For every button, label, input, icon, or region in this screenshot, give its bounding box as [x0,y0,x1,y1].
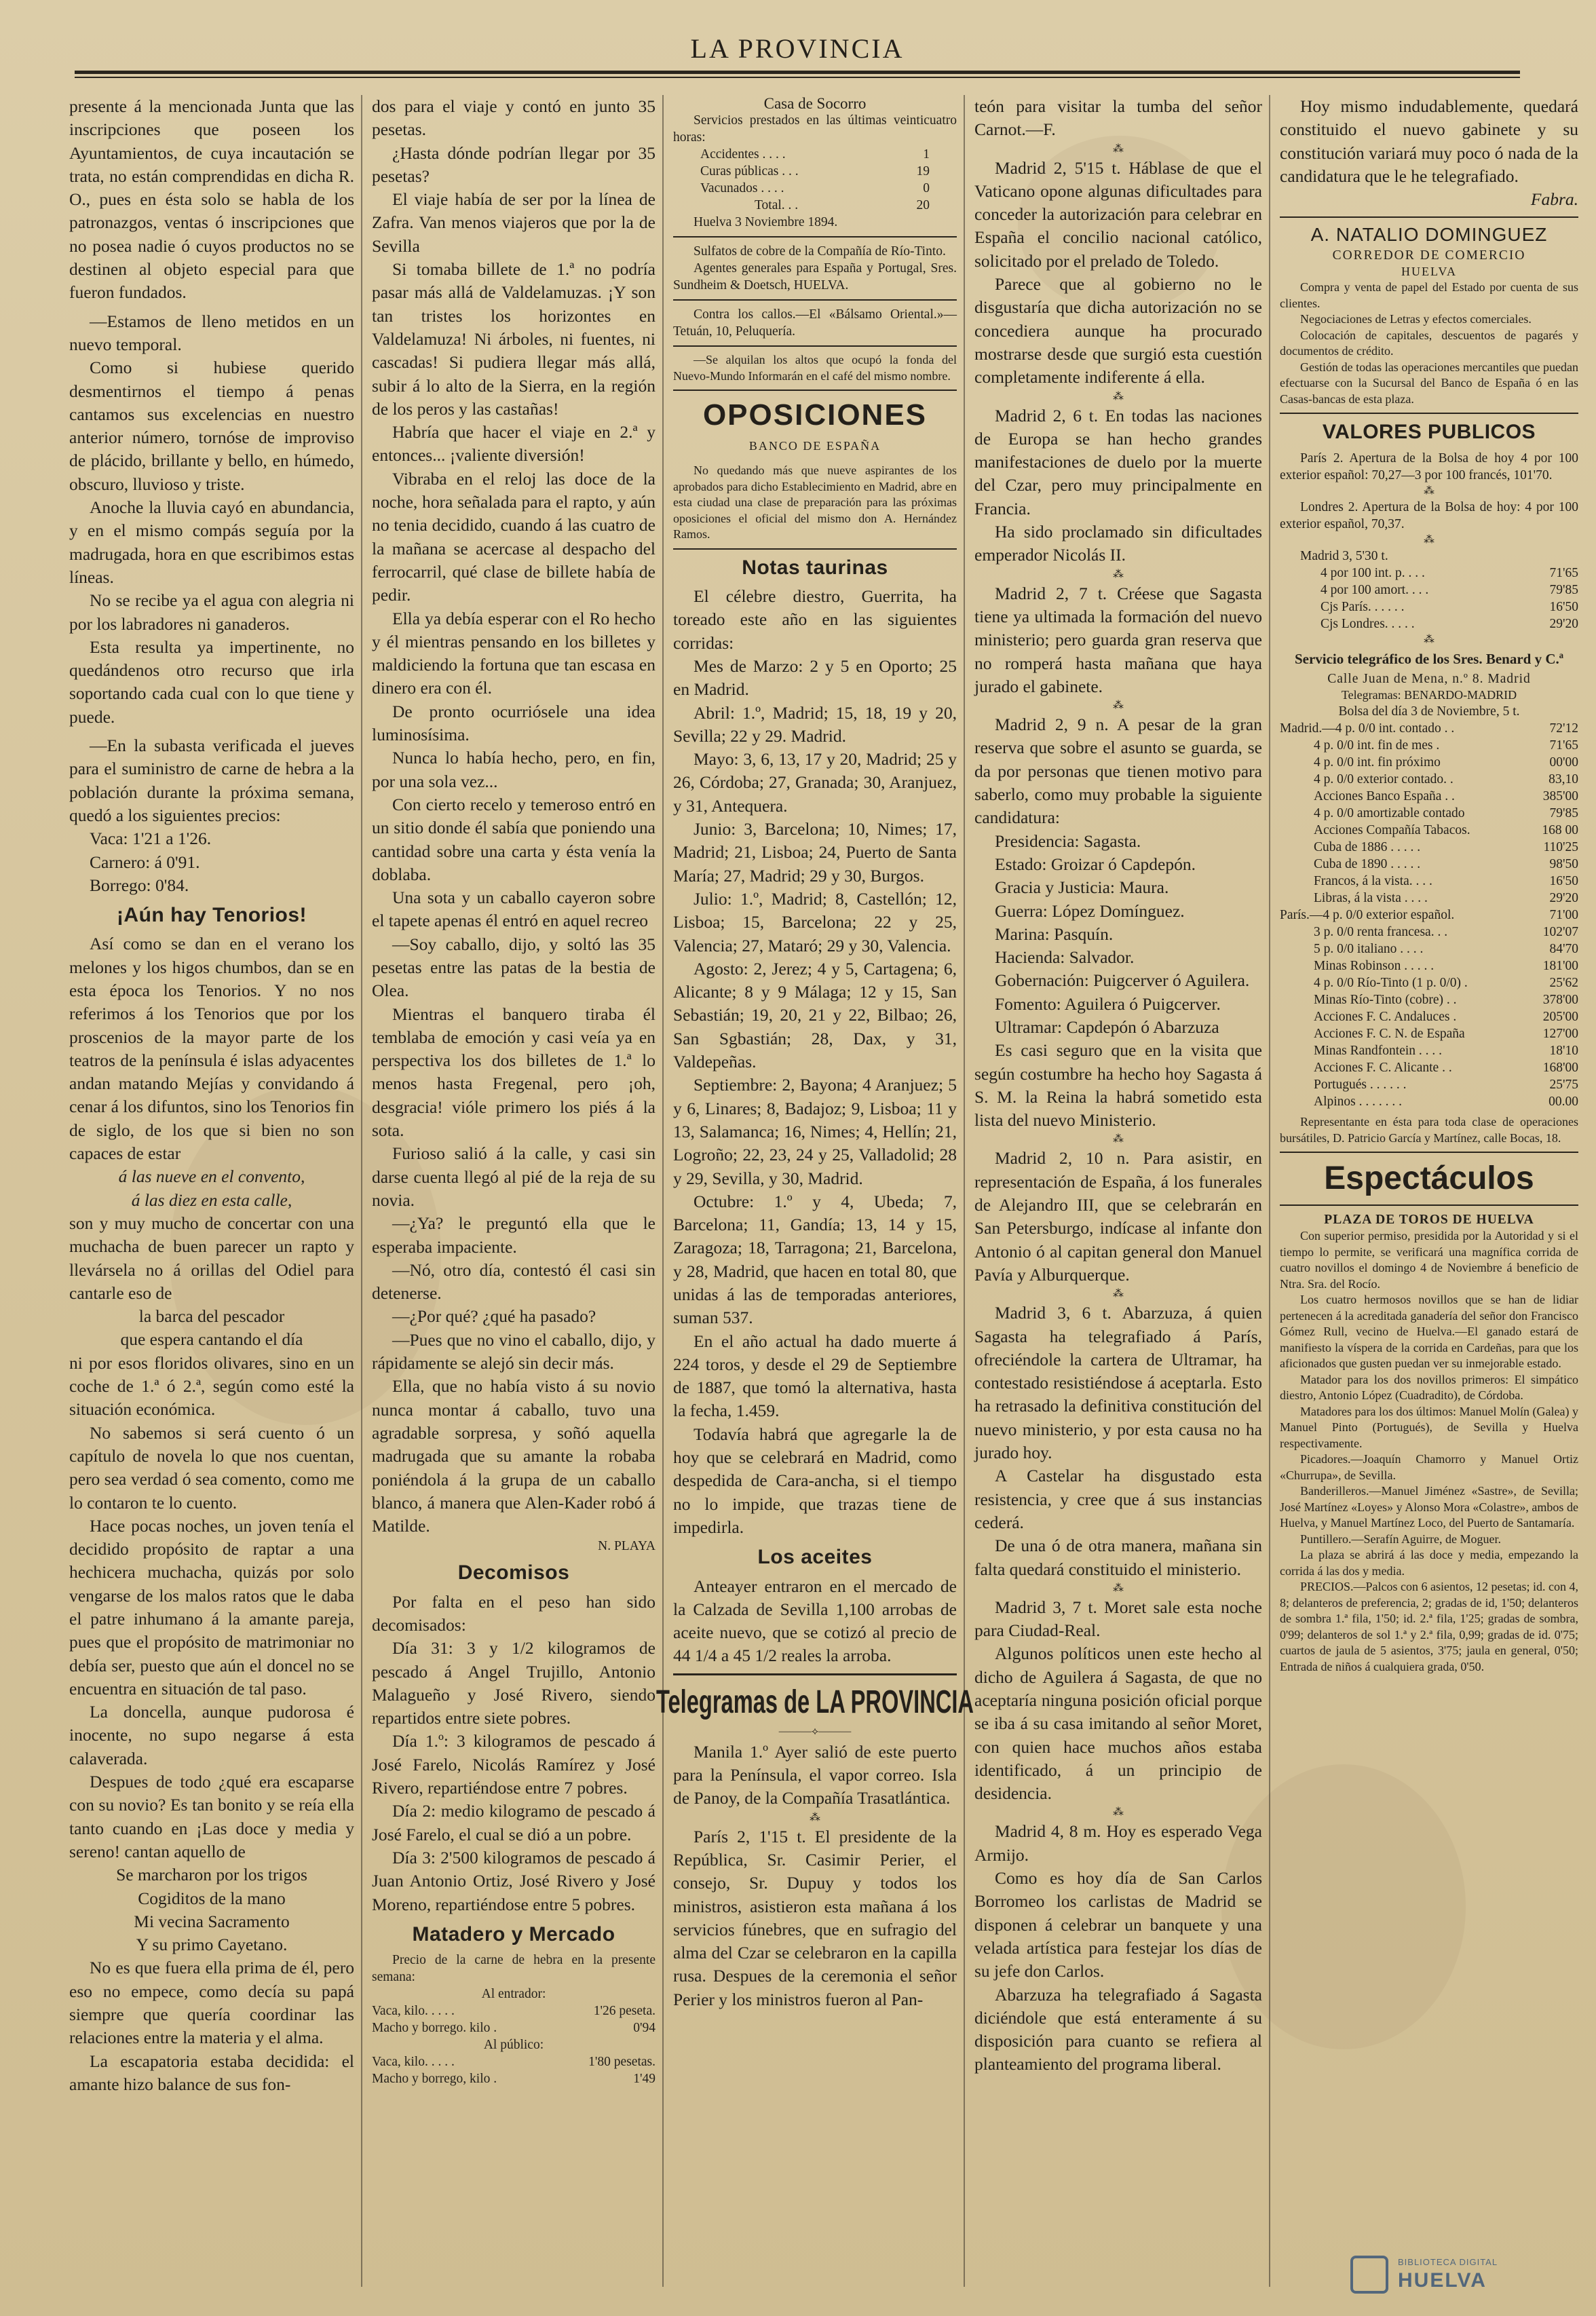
article-text: —Pues que no vino el caballo, dijo, y rápidamente se alejó sin decir más. [372,1329,656,1373]
article-text: Madrid 3, 7 t. Moret sale esta noche para Ciudad-Real. [974,1597,1262,1641]
stock-label: 3 p. 0/0 renta francesa. . . [1314,925,1448,940]
article-text: Madrid 4, 8 m. Hoy es esperado Vega Armijo. [974,1821,1262,1865]
column-separator [964,95,965,2287]
article-text: Hace pocas noches, un joven tenía el decidido propósito de raptar a una hechicera muchacha, quizás por solo vengarse de los malos ratos que le daba el patre inhumano á la amante pareja, pues que el propósito de matrimoniar no debía ser, puesto que aún el doncel no se encuentra en situación de tal paso. [69,1515,354,1698]
stock-row [1280,720,1578,737]
stock-value: 71'65 [1549,738,1578,753]
stock-value: 168'00 [1542,1061,1578,1076]
article-text: presente á la mencionada Junta que las inscripciones que poseen los Ayuntamientos, de cuya incautación se trata, no están comprendidas en dicha R. O., pues en ésta solo se habla de los patronazgos, ventas ó inscripciones que no posea nadie ó cuyos productos no se destinen al objeto especial para que fueron fundados. [69,96,354,303]
verse-line: Y su primo Cayetano. [136,1935,288,1955]
section-heading: VALORES PUBLICOS [1322,421,1536,444]
section-heading: PLAZA DE TOROS DE HUELVA [1324,1213,1534,1228]
stock-row [1280,737,1578,754]
quote-row: 4 por 100 int. p. . . . 71'65 [1320,565,1578,580]
article-text: Ha sido proclamado sin dificultades emperador Nicolás II. [974,522,1262,565]
stat-row: Accidentes . . . . 1 [700,147,930,162]
stock-label: Acciones F. C. Andaluces . [1314,1010,1457,1025]
list-item: Gracia y Justicia: Maura. [995,877,1169,898]
article-text: Mientras el banquero tiraba él temblaba de emoción y casi veía ya en perspectiva los dos billetes de 1.ª lo menos hasta Fregenal, pero ¡oh, desgracia! vióle primero los piés á la sota. [372,1004,656,1141]
article-text: Día 1.º: 3 kilogramos de pescado á José Farelo, Nicolás Ramírez y José Rivero, repartiéndose entre 7 pobres. [372,1731,656,1798]
stock-row [1280,856,1578,873]
stock-value: 71'00 [1549,908,1578,923]
verse-line: á las nueve en el convento, [118,1166,305,1187]
stock-row [1280,974,1578,991]
article-text: Día 2: medio kilogramo de pescado á José Farelo, el cual se dió a un pobre. [372,1801,656,1844]
article-text: No es que fuera ella prima de él, pero eso no empece, como decía su papá siempre que quería coordinar las relaciones entre la materia y el alma. [69,1958,354,2048]
article-text: Mes de Marzo: 2 y 5 en Oporto; 25 en Madrid. [673,656,957,700]
advert-subheadline: Telegramas: BENARDO-MADRID [1341,687,1517,702]
article-text: Ella ya debía esperar con el Ro hecho y él mientras pensando en los billetes y maldiciendo la fortuna que tan escasa en dinero era con él. [372,608,656,698]
article-text: Picadores.—Joaquín Chamorro y Manuel Ortiz «Churrupa», de Sevilla. [1280,1452,1578,1482]
article-text: Madrid 2, 9 n. A pesar de la gran reserva que sobre el asunto se guarda, se da por personas que tienen motivo para saberlo, como muy probable la siguiente candidatura: [974,715,1262,828]
verse-line: la barca del pescador [138,1306,285,1327]
article-text: Vibraba en el reloj las doce de la noche, hora señalada para el rapto, y aún no tenia decidido, cuando á las cuatro de la mañana se acercase al despacho del ferrocarril, qué clase de billete había de pedir. [372,468,656,605]
stock-row [1280,1059,1578,1076]
advert-text: Representante en ésta para toda clase de operaciones bursátiles, D. Patricio García y Martínez, calle Bocas, 18. [1280,1115,1578,1145]
article-text: Hoy mismo indudablemente, quedará constituido el nuevo gabinete y su constitución variará muy poco ó nada de la candidatura que le he telegrafiado. [1280,96,1578,186]
quote-row: 4 por 100 amort. . . . 79'85 [1320,582,1578,597]
article-text: La plaza se abrirá á las doce y media, empezando la corrida á las dos y media. [1280,1548,1578,1578]
stock-label: Madrid.—4 p. 0/0 int. contado . . [1280,721,1455,736]
divider [1280,413,1578,414]
price-line: Carnero: á 0'91. [90,852,200,872]
verse-line: que espera cantando el día [120,1329,303,1350]
stock-value: 25'75 [1549,1078,1578,1093]
stock-row [1280,907,1578,924]
article-text: En el año actual ha dado muerte á 224 toros, y desde el 29 de Septiembre de 1887, que tomó la alternativa, hasta la fecha, 1.459. [673,1331,957,1421]
stock-label: 4 p. 0/0 exterior contado. . [1314,772,1454,787]
article-text: Abarzuza ha telegrafiado á Sagasta diciéndole que está enteramente á su disposición para cuanto se refiera al planteamiento del programa liberal. [974,1984,1262,2074]
article-text: Parece que al gobierno no le disgustaría que dicha autorización no se concediera aunque ha procurado mostrarse desde que surgió esta cuestión completamente indiferente á ella. [974,274,1262,387]
article-text: Todavía habrá que agregarle la de hoy que se celebrará en Madrid, como despedida de Cara-ancha, si el tiempo no lo impide, que trazas tiene de impedirla. [673,1424,957,1537]
divider [673,548,957,550]
list-item: Ultramar: Capdepón ó Abarzuza [995,1017,1219,1037]
stock-value: 98'50 [1549,857,1578,872]
stock-value: 72'12 [1549,721,1578,736]
article-text: —Nó, otro día, contestó él casi sin detenerse. [372,1259,656,1304]
article-text: Si tomaba billete de 1.ª no podría pasar más allá de Valdelamuzas. ¡Y son tan tristes los horizontes en Valdelamuza! Ni árboles, ni fuentes, ni cascadas! Si pudiera llegar más allá, subir á lo alto de la Sierra, en la región de los peros y las castañas! [372,259,656,419]
column-4 [974,95,1262,2287]
column-1 [69,95,354,2287]
subheading: Al público: [483,2038,544,2053]
stock-value: 00.00 [1548,1095,1578,1109]
article-text: El célebre diestro, Guerrita, ha toreado este año en las siguientes corridas: [673,586,957,653]
article-text: La doncella, aunque pudorosa é inocente, no supo negarse á esta calaverada. [69,1702,354,1768]
stock-label: Acciones F. C. Alicante . . [1314,1061,1452,1076]
separator-stars: ⁂ [1424,533,1434,546]
stock-value: 378'00 [1542,993,1578,1008]
divider [673,1673,957,1675]
stock-value: 18'10 [1549,1044,1578,1059]
advert-subheadline: CORREDOR DE COMERCIO [1332,248,1526,263]
divider [673,236,957,238]
stock-label: Francos, á la vista. . . . [1314,874,1432,889]
advert-text: Gestión de todas las operaciones mercantiles que puedan efectuarse con la Sucursal del Banco de España ó en las Casas-bancas de esta plaza. [1280,360,1578,406]
stock-label: 4 p. 0/0 Río-Tinto (1 p. 0/0) . [1314,976,1468,991]
stock-value: 29'20 [1549,891,1578,906]
advert-subheadline: BANCO DE ESPAÑA [748,439,881,453]
article-text: ¿Hasta dónde podrían llegar por 35 pesetas? [372,143,656,186]
stock-value: 181'00 [1542,959,1578,974]
separator-stars: ⁂ [1113,143,1124,155]
article-text: El viaje había de ser por la línea de Zafra. Van menos viajeros que por la de Sevilla [372,189,656,256]
article-text: —¿Por qué? ¿qué ha pasado? [392,1306,596,1327]
stock-row [1280,1042,1578,1059]
section-headline: Espectáculos [1324,1160,1534,1197]
masthead-title: LA PROVINCIA [690,33,905,64]
section-heading: Decomisos [457,1561,570,1584]
article-text: dos para el viaje y contó en junto 35 pesetas. [372,96,656,140]
stock-label: Cuba de 1886 . . . . . [1314,840,1421,855]
advert-subheadline: HUELVA [1401,264,1457,278]
separator-stars: ⁂ [1113,390,1124,402]
article-text: Como si hubiese querido desmentirnos el tiempo á penas cantamos sus excelencias en nuestro anterior número, tornóse de improviso de plácido, brillante y bello, en húmedo, obscuro, lluvioso y triste. [69,358,354,494]
advert-text: Negociaciones de Letras y efectos comerciales. [1300,312,1532,326]
article-text: teón para visitar la tumba del señor Carnot.—F. [974,96,1262,140]
stat-row: Curas públicas . . . 19 [700,164,930,178]
article-text: No se recibe ya el agua con alegria ni por los labradores ni ganaderos. [69,590,354,634]
stock-value: 16'50 [1549,874,1578,889]
divider [1280,1152,1578,1153]
stock-row [1280,839,1578,856]
section-heading: ¡Aún hay Tenorios! [116,904,307,927]
article-text: Es casi seguro que en la visita que según costumbre ha hecho hoy Sagasta á S. M. la Reina la habrá sometido esta lista del nuevo Ministerio. [974,1040,1262,1131]
stock-row [1280,1076,1578,1093]
column-3 [656,95,974,2287]
separator-stars: ⁂ [1113,1133,1124,1145]
divider [673,299,957,301]
price-row: Macho y borrego. kilo . 0'94 [372,2021,656,2036]
column-separator [361,95,362,2287]
article-text: Banderilleros.—Manuel Jiménez «Sastre», de Sevilla; José Martínez «Loyes» y Alonso Mora «Colastre», ambos de Huelva, y Manuel Martínez Loco, del Puerto de Santamaría. [1280,1484,1578,1530]
stock-row [1280,890,1578,907]
article-text: Madrid 2, 7 t. Créese que Sagasta tiene ya ultimada la formación del nuevo ministerio; pero guarda gran reserva que no romperá hasta mañana que haya jurado el gabinete. [974,583,1262,696]
dateline: Huelva 3 Noviembre 1894. [694,215,838,229]
article-text: Matador para los dos novillos primeros: El simpático diestro, Antonio López (Cuadradito), de Córdoba. [1280,1372,1578,1403]
article-text: Mayo: 3, 6, 13, 17 y 20, Madrid; 25 y 26, Córdoba; 27, Granada; 30, Aranjuez, y 31, Antequera. [673,749,957,816]
stock-value: 127'00 [1542,1027,1578,1042]
article-text: Junio: 3, Barcelona; 10, Nimes; 17, Madrid; 21, Lisboa; 24, Puerto de Santa María; 27, Madrid; 29 y 30, Burgos. [673,819,957,886]
verse-line: Mi vecina Sacramento [134,1911,290,1931]
stock-row [1280,805,1578,822]
article-text: ni por esos floridos olivares, sino en un coche de 1.ª ó 2.ª, según como esté la situación económica. [69,1352,354,1420]
article-text: La escapatoria estaba decidida: el amante hizo balance de sus fon- [69,2051,354,2094]
price-row: Macho y borrego, kilo . 1'49 [372,2072,656,2087]
article-text: Londres 2. Apertura de la Bolsa de hoy: 4 por 100 exterior español, 70,37. [1280,499,1578,531]
stock-value: 168 00 [1542,823,1578,838]
advert-text: No quedando más que nueve aspirantes de los aprobados para dicho Establecimiento en Madrid, abre en esta ciudad una clase de preparación para las próximas oposiciones el oficial del mismo don A. Hernández Ramos. [673,463,957,542]
verse-line: Se marcharon por los trigos [116,1865,307,1885]
article-text: Octubre: 1.º y 4, Ubeda; 7, Barcelona; 11, Gandía; 13, 14 y 15, Zaragoza; 18, Tarragona; 21, Barcelona, y 28, Madrid, que hacen en total 80, que unidas á las de temporadas anteriores, suman 537. [673,1191,957,1328]
article-text: son y muy mucho de concertar con una muchacha de buen parecer un rapto y llevársela no á orillas del Odiel para cantarle eso de [69,1213,354,1303]
advert-text: Contra los callos.—El «Bálsamo Oriental.»—Tetuán, 10, Peluquería. [673,307,957,339]
section-heading: Casa de Socorro [763,95,867,112]
article-text: Algunos políticos unen este hecho al dicho de Aguilera á Sagasta, de que no aceptaría ninguna posición oficial porque se iba á su casa imitando al señor Moret, con quien hace muchos años estaba identificado, á un principio de desidencia. [974,1644,1262,1804]
stock-label: Acciones Compañía Tabacos. [1314,823,1470,838]
stock-value: 385'00 [1542,789,1578,804]
price-line: Vaca: 1'21 a 1'26. [90,829,212,849]
column-5 [1280,95,1578,2287]
list-item: Gobernación: Puigcerver ó Aguilera. [995,970,1250,991]
stock-row [1280,788,1578,805]
stat-row: Total. . . 20 [755,198,930,212]
stock-value: 83,10 [1548,772,1578,787]
author-signature: Fabra. [1530,189,1578,210]
stock-label: Portugués . . . . . . [1314,1078,1407,1093]
separator-stars: ⁂ [1113,568,1124,580]
separator-stars: ⁂ [810,1811,820,1823]
article-text: Madrid 3, 5'30 t. [1300,548,1388,563]
stock-label: 5 p. 0/0 italiano . . . . [1314,942,1424,957]
article-text: —¿Ya? le preguntó ella que le esperaba impaciente. [372,1213,656,1257]
stock-row [1280,754,1578,771]
stock-row [1280,924,1578,941]
bolsa-title: Bolsa del día 3 de Noviembre, 5 t. [1338,704,1520,719]
article-text: Una sota y un caballo cayeron sobre el tapete apenas él entró en aquel recreo [372,888,656,931]
stock-value: 25'62 [1549,976,1578,991]
stock-label: Alpinos . . . . . . . [1314,1095,1403,1109]
stock-row [1280,822,1578,839]
article-text: —En la subasta verificada el jueves para el suministro de carne de hebra a la población durante la próxima semana, quedó a los siguientes precios: [69,736,354,825]
separator-stars: ⁂ [1113,1288,1124,1300]
article-text: Con superior permiso, presidida por la Autoridad y si el tiempo lo permite, se verificará una magnífica corrida de cuatro novillos el domingo 4 de Noviembre á beneficio de Ntra. Sra. del Rocío. [1280,1229,1578,1291]
library-logo-icon [1350,2256,1388,2294]
article-text: No sabemos si será cuento ó un capítulo de novela lo que nos cuentan, pero sea verdad ó sea comento, como me lo contaron te lo cuento. [69,1422,354,1513]
article-text: Septiembre: 2, Bayona; 4 Aranjuez; 5 y 6, Linares; 8, Badajoz; 9, Lisboa; 11 y 13, Salamanca; 16, Nimes; 4, Hellín; 21, Logroño; 22, 23, 24 y 25, Valladolid; 28 y 29, Sevilla, y 30, Madrid. [673,1075,957,1188]
stock-row [1280,873,1578,890]
advert-headline: OPOSICIONES [702,398,928,432]
article-text: PRECIOS.—Palcos con 6 asientos, 12 pesetas; id. con 4, 8; delanteros de preferencia, 2; gradas de id, 1'50; delanteros de sombra 1.ª fila, 1'50; id. 2.ª fila, 1'25; gradas de sombra, 0'99; delanteros de sol 1.ª y 2.ª fila, 0,99; gradas de id. 0'75; cuartos de jaula de 5 asientos, 3'75; jaula en general, 0'50; Entrada de niños á cualquiera grada, 0'50. [1280,1580,1578,1673]
list-item: Presidencia: Sagasta. [995,831,1141,851]
column-separator [662,95,664,2287]
article-text: Servicios prestados en las últimas veinticuatro horas: [673,113,957,145]
article-text: Por falta en el peso han sido decomisados: [372,1591,656,1635]
stock-value: 102'07 [1542,925,1578,940]
stock-row [1280,957,1578,974]
stock-value: 79'85 [1549,806,1578,821]
stock-label: 4 p. 0/0 int. fin de mes . [1314,738,1440,753]
article-text: De pronto ocurriósele una idea luminosísima. [372,701,656,745]
article-text: Puntillero.—Serafín Aguirre, de Moguer. [1300,1532,1501,1546]
stock-label: Cuba de 1890 . . . . . [1314,857,1421,872]
article-text: Julio: 1.º, Madrid; 8, Castellón; 12, Lisboa; 15, Barcelona; 22 y 25, Valencia; 27, Mataró; 29 y 30, Valencia. [673,888,957,955]
article-text: Así como se dan en el verano los melones y los higos chumbos, dan se en esta época los Tenorios. Y no nos referimos á los Tenorios que por los proscenios de la mayor parte de los teatros de la península é islas adyacentes andan matando Mejías y convidando á cenar á los difuntos, sino los Tenorios fin de siglo, de los que si bien no son capaces de estar [69,934,354,1164]
advert-text: Compra y venta de papel del Estado por cuenta de sus clientes. [1280,280,1578,310]
verse-line: á las diez en esta calle, [131,1190,292,1210]
article-text: Nunca lo había hecho, pero, en fin, por una sola vez... [372,748,656,791]
article-text: París 2. Apertura de la Bolsa de hoy 4 por 100 exterior español: 70,27—3 por 100 francés, 101'70. [1280,451,1578,482]
stock-row [1280,1025,1578,1042]
column-2 [372,95,656,2287]
article-text: Día 31: 3 y 1/2 kilogramos de pescado á Angel Trujillo, Antonio Malagueño y José Rivero, siendo repartidos entre siete pobres. [372,1638,656,1728]
divider [673,345,957,347]
verse-line: Cogiditos de la mano [138,1888,286,1908]
stock-label: Acciones F. C. N. de España [1314,1027,1465,1042]
advert-headline: Servicio telegráfico de los Sres. Benard y C.ª [1294,650,1564,667]
price-row: Vaca, kilo. . . . . 1'80 pesetas. [372,2055,656,2070]
section-heading: Notas taurinas [742,556,888,579]
article-text: Como es hoy día de San Carlos Borromeo los carlistas de Madrid se disponen á celebrar un banquete y una velada artística para festejar los días de su jefe don Carlos. [974,1868,1262,1981]
article-text: Agosto: 2, Jerez; 4 y 5, Cartagena; 6, Alicante; 8 y 9 Málaga; 12 y 15, San Sebastián; 19, 20, 21 y 22, Bilbao; 26, San Sgbastián; 28, Dax, y 31, Valdepeñas. [673,958,957,1072]
article-text: Precio de la carne de hebra en la presente semana: [372,1953,656,1985]
column-separator [1269,95,1270,2287]
separator-stars: ⁂ [1113,1582,1124,1594]
divider [673,390,957,391]
advert-text: Sulfatos de cobre de la Compañía de Río-Tinto. [694,244,946,259]
separator-stars: ⁂ [1113,700,1124,712]
article-text: Ella, que no había visto á su novio nunca montar á caballo, tuvo una agradable sorpresa, y soñó aquella madrugada que su amante la robaba poniéndola á la grupa de un caballo blanco, á manera que Alen-Kader robó á Matilde. [372,1376,656,1536]
stat-row: Vacunados . . . . 0 [700,181,930,195]
library-watermark [1350,2253,1506,2300]
article-text: Los cuatro hermosos novillos que se han de lidiar pertenecen á la acreditada ganadería del señor don Francisco Gómez Rull, vecino de Huelva.—El ganado estará de manifiesto la víspera de la corrida en Cardeñas, para que los aficionados que gusten puedan ver su inmejorable estado. [1280,1293,1578,1371]
article-text: Madrid 2, 6 t. En todas las naciones de Europa se han hecho grandes manifestaciones de duelo por la muerte del Czar, pero muy principalmente en Francia. [974,405,1262,518]
article-text: Madrid 2, 5'15 t. Háblase de que el Vaticano opone algunas dificultades para conceder la autorización para celebrar en España el concilio nacional católico, solicitado por el prelado de Toledo. [974,157,1262,271]
stock-row [1280,771,1578,788]
stock-row [1280,991,1578,1008]
advert-headline: A. NATALIO DOMINGUEZ [1310,224,1548,246]
price-line: Borrego: 0'84. [90,875,189,895]
advert-text: Colocación de capitales, descuentos de pagarés y documentos de crédito. [1280,328,1578,358]
article-text: —Soy caballo, dijo, y soltó las 35 pesetas entre las patas de la bestia de Olea. [372,934,656,1001]
article-text: Anteayer entraron en el mercado de la Calzada de Sevilla 1,100 arrobas de aceite nuevo, que se cotizó al precio de 44 1/4 a 45 1/2 reales la arroba. [673,1576,957,1666]
quote-row: Cjs Londres. . . . . 29'20 [1320,616,1578,631]
list-item: Marina: Pasquín. [995,924,1114,944]
telegrams-headline: Telegramas de LA PROVINCIA [656,1684,974,1720]
article-text: Matadores para los dos últimos: Manuel Molín (Galea) y Manuel Pinto (Portugués), de Sevilla y Huelva respectivamente. [1280,1404,1578,1450]
stock-value: 110'25 [1543,840,1578,855]
article-text: París 2, 1'15 t. El presidente de la República, Sr. Casimir Perier, el consejo, Sr. Dupuy y todos los ministros, asistieron esta mañana á los servicios fúnebres, que en sufragio del alma del Czar se celebraron en la capilla rusa. Despues de la ceremonia el señor Perier y los ministros fueron al Pan- [673,1826,957,2009]
price-row: Vaca, kilo. . . . . 1'26 peseta. [372,2004,656,2019]
stock-value: 205'00 [1542,1010,1578,1025]
advert-text: Agentes generales para España y Portugal, Sres. Sundheim & Doetsch, HUELVA. [673,261,957,292]
article-text: Manila 1.º Ayer salió de este puerto para la Península, el vapor correo. Isla de Panoy, de la Compañía Trasatlántica. [673,1741,957,1808]
stock-label: Minas Randfontein . . . . [1314,1044,1443,1059]
separator-stars: ⁂ [1424,485,1434,497]
masthead-rule [75,71,1520,74]
stock-value: 84'70 [1549,942,1578,957]
advert-subheadline: Calle Juan de Mena, n.º 8. Madrid [1327,671,1531,686]
article-text: Con cierto recelo y temeroso entró en un sitio donde él sabía que poniendo una cantidad sobre una carta y ésta venía la doblaba. [372,794,656,884]
subheading: Al entrador: [481,1987,546,2002]
article-text: Despues de todo ¿qué era escaparse con su novio? Es tan bonito y se reía ella tanto cuando en ¡Las doce y media y sereno! cantan aquello de [69,1772,354,1861]
article-text: Habría que hacer el viaje en 2.ª y entonces... ¡valiente diversión! [372,422,656,466]
ornament: ———⟡——— [778,1725,852,1737]
advert-text: —Se alquilan los altos que ocupó la fonda del Nuevo-Mundo Informarán en el café del mismo nombre. [673,353,957,383]
stock-label: París.—4 p. 0/0 exterior español. [1280,908,1455,923]
article-text: Furioso salió á la calle, y casi sin darse cuenta llegó al pié de la reja de su novia. [372,1143,656,1210]
article-text: A Castelar ha disgustado esta resistencia, y cree que á sus instancias cederá. [974,1466,1262,1532]
stock-label: Minas Robinson . . . . . [1314,959,1434,974]
stock-value: 00'00 [1549,755,1578,770]
author-signature: N. PLAYA [598,1539,656,1554]
stock-label: Acciones Banco España . . [1314,789,1455,804]
stock-label: Libras, á la vista . . . . [1314,891,1428,906]
list-item: Estado: Groizar ó Capdepón. [995,854,1196,874]
list-item: Hacienda: Salvador. [995,947,1135,968]
separator-stars: ⁂ [1424,633,1434,645]
article-text: Anoche la lluvia cayó en abundancia, y en el mismo compás seguía por la madrugada, hora en que escribimos estas líneas. [69,497,354,587]
divider [1280,1204,1578,1206]
stock-label: 4 p. 0/0 int. fin próximo [1314,755,1441,770]
article-text: —Estamos de lleno metidos en un nuevo temporal. [69,311,354,354]
article-text: De una ó de otra manera, mañana sin falta quedará constituido el ministerio. [974,1536,1262,1579]
article-text: Madrid 2, 10 n. Para asistir, en representación de España, á los funerales de Alejandro III, que se celebrarán en San Petersburgo, indícase al infante don Antonio ó al capitan general don Manuel Pavía y Alburquerque. [974,1148,1262,1285]
stock-label: 4 p. 0/0 amortizable contado [1314,806,1465,821]
list-item: Fomento: Aguilera ó Puigcerver. [995,993,1221,1014]
stock-row [1280,1093,1578,1110]
article-text: Madrid 3, 6 t. Abarzuza, á quien Sagasta ha telegrafiado á París, ofreciéndole la cartera de Ultramar, ha contestado resistiéndose á aceptarla. Esto ha retrasado la definitiva constitución del nuevo ministerio, y por esta causa no ha jurado hoy. [974,1303,1262,1463]
article-text: Esta resulta ya impertinente, no quedándenos otro recurso que irla soportando cada cual con lo que tiene y puede. [69,637,354,727]
list-item: Guerra: López Domínguez. [995,900,1185,921]
section-heading: Matadero y Mercado [412,1922,615,1945]
stock-row [1280,1008,1578,1025]
article-text: Día 3: 2'500 kilogramos de pescado á Juan Antonio Ortiz, José Rivero y José Moreno, repartiéndose entre 5 pobres. [372,1847,656,1914]
section-heading: Los aceites [757,1546,873,1569]
watermark-line: BIBLIOTECA DIGITAL [1398,2257,1498,2267]
stock-label: Minas Río-Tinto (cobre) . . [1314,993,1457,1008]
stock-table [1280,720,1578,1110]
masthead-rule-thin [75,77,1520,78]
article-text: Abril: 1.º, Madrid; 15, 18, 19 y 20, Sevilla; 22 y 29. Madrid. [673,702,957,746]
divider [1280,216,1578,218]
separator-stars: ⁂ [1113,1806,1124,1819]
stock-row [1280,941,1578,957]
quote-row: Cjs París. . . . . . 16'50 [1320,599,1578,614]
watermark-name: HUELVA [1398,2269,1487,2292]
